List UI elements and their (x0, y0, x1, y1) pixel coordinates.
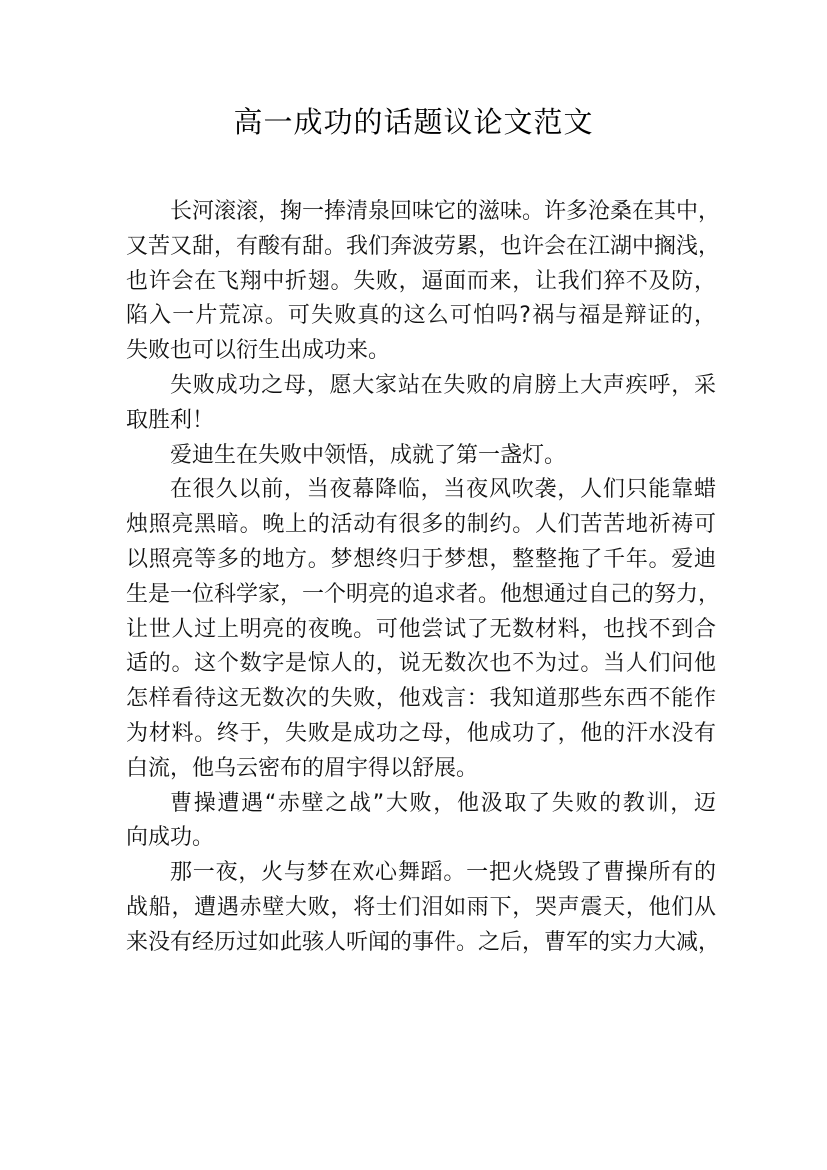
text-line: 战船，遭遇赤壁大败，将士们泪如雨下，哭声震天，他们从 (126, 894, 716, 920)
text-line: 失败也可以衍生出成功来。 (126, 338, 391, 364)
text-line: 白流，他乌云密布的眉宇得以舒展。 (126, 755, 479, 781)
text-line: 取胜利！ (126, 407, 215, 433)
document-body (126, 195, 721, 961)
text-line: 以照亮等多的地方。梦想终归于梦想，整整拖了千年。爱迪 (126, 546, 716, 572)
text-line: 适的。这个数字是惊人的，说无数次也不为过。当人们问他 (126, 651, 716, 677)
text-line: 怎样看待这无数次的失败，他戏言：我知道那些东西不能作 (126, 686, 716, 712)
text-line: 陷入一片荒凉。可失败真的这么可怕吗?祸与福是辩证的， (126, 303, 716, 329)
text-line: 来没有经历过如此骇人听闻的事件。之后，曹军的实力大减， (126, 929, 721, 955)
text-line: 让世人过上明亮的夜晚。可他尝试了无数材料，也找不到合 (126, 616, 716, 642)
text-line: 长河滚滚，掬一捧清泉回味它的滋味。许多沧桑在其中， (170, 199, 721, 224)
paragraph (126, 439, 716, 474)
text-line: 那一夜，火与梦在欢心舞蹈。一把火烧毁了曹操所有的 (170, 860, 716, 886)
text-line: 爱迪生在失败中领悟，成就了第一盏灯。 (170, 442, 567, 468)
paragraph (126, 473, 721, 786)
paragraph (126, 369, 716, 439)
paragraph (126, 856, 721, 960)
text-line: 失败成功之母，愿大家站在失败的肩膀上大声疾呼，采 (170, 372, 716, 398)
paragraph (126, 787, 716, 857)
text-line: 向成功。 (126, 825, 215, 851)
text-line: 曹操遭遇“赤壁之战”大败，他汲取了失败的教训，迈 (170, 790, 716, 816)
text-line: 又苦又甜，有酸有甜。我们奔波劳累，也许会在江湖中搁浅， (126, 233, 721, 259)
text-line: 也许会在飞翔中折翅。失败，逼面而来，让我们猝不及防， (126, 268, 716, 294)
paragraph (126, 195, 721, 369)
text-line: 在很久以前，当夜幕降临，当夜风吹袭，人们只能靠蜡 (170, 477, 716, 503)
text-line: 生是一位科学家，一个明亮的追求者。他想通过自己的努力， (126, 581, 721, 607)
text-line: 为材料。终于，失败是成功之母，他成功了，他的汗水没有 (126, 720, 716, 746)
text-line: 烛照亮黑暗。晚上的活动有很多的制约。人们苦苦地祈祷可 (126, 512, 716, 538)
document-title: 高一成功的话题议论文范文 (233, 105, 594, 139)
